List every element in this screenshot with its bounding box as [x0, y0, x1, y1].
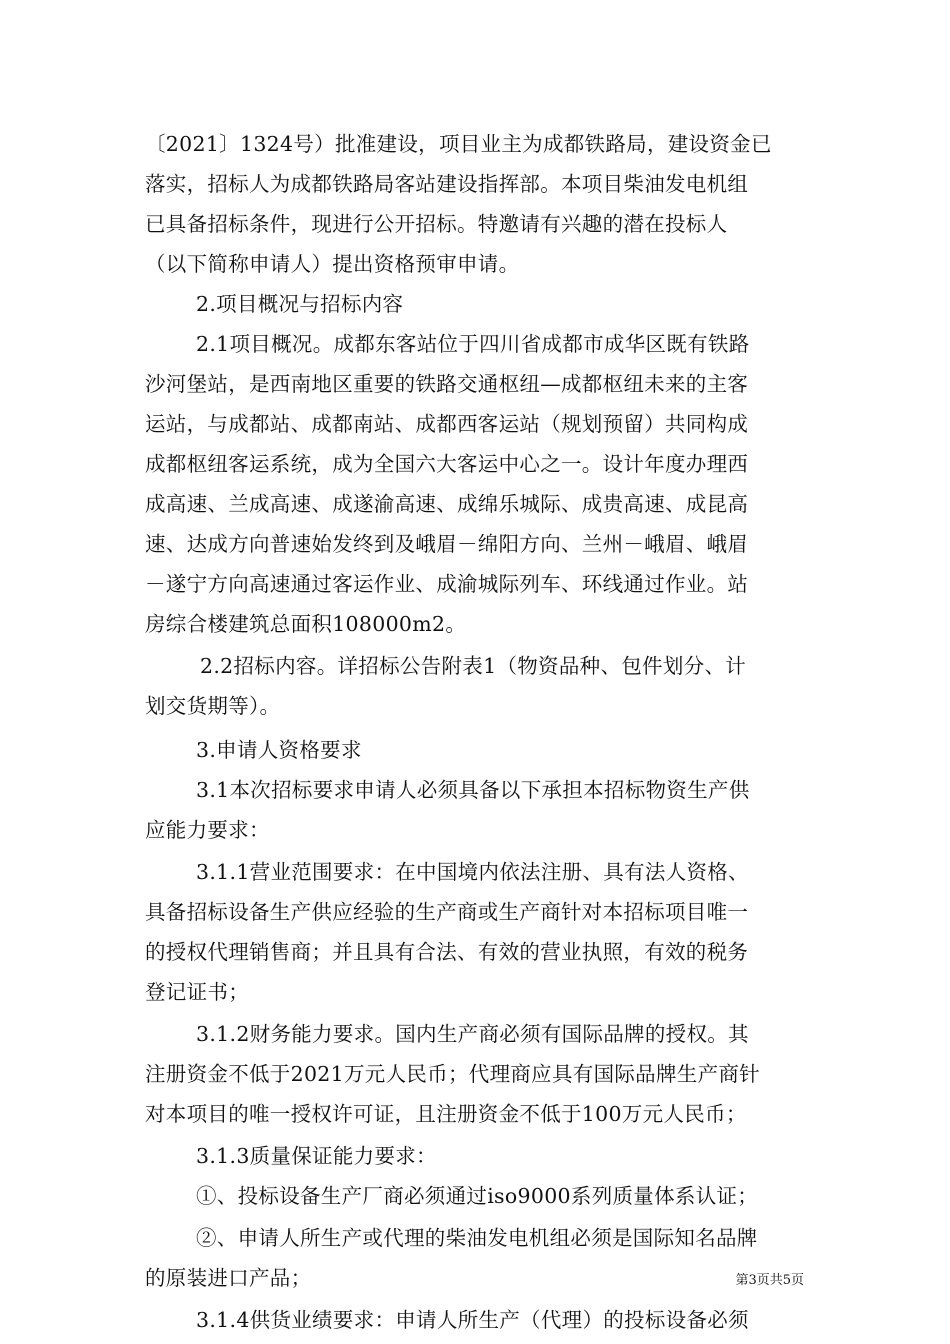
- section-heading: 2.项目概况与招标内容: [196, 292, 404, 316]
- text-line: 登记证书；: [145, 980, 249, 1004]
- text-line: 应能力要求：: [145, 818, 270, 842]
- text-line: ①、投标设备生产厂商必须通过iso9000系列质量体系认证；: [196, 1184, 759, 1208]
- text-line: 3.1.3质量保证能力要求：: [196, 1144, 437, 1168]
- text-line: 已具备招标条件，现进行公开招标。特邀请有兴趣的潜在投标人: [145, 212, 728, 236]
- text-line: 落实，招标人为成都铁路局客站建设指挥部。本项目柴油发电机组: [145, 172, 749, 196]
- text-line: 3.1.1营业范围要求：在中国境内依法注册、具有法人资格、: [196, 860, 749, 884]
- page-number: 第3页共5页: [735, 1273, 804, 1288]
- text-line: 成都枢纽客运系统，成为全国六大客运中心之一。设计年度办理西: [145, 452, 749, 476]
- text-line: －遂宁方向高速通过客运作业、成渝城际列车、环线通过作业。站: [145, 572, 749, 596]
- text-line: ②、申请人所生产或代理的柴油发电机组必须是国际知名品牌: [196, 1226, 758, 1250]
- section-heading: 3.申请人资格要求: [196, 738, 362, 762]
- text-line: 的授权代理销售商；并且具有合法、有效的营业执照，有效的税务: [145, 940, 749, 964]
- text-line: 3.1.2财务能力要求。国内生产商必须有国际品牌的授权。其: [196, 1022, 749, 1046]
- text-line: 对本项目的唯一授权许可证，且注册资金不低于100万元人民币；: [145, 1102, 747, 1126]
- text-line: 运站，与成都站、成都南站、成都西客运站（规划预留）共同构成: [145, 412, 749, 436]
- text-line: 3.1.4供货业绩要求：申请人所生产（代理）的投标设备必须: [196, 1308, 749, 1332]
- text-line: 沙河堡站，是西南地区重要的铁路交通枢纽—成都枢纽未来的主客: [145, 372, 749, 396]
- text-line: 成高速、兰成高速、成遂渝高速、成绵乐城际、成贵高速、成昆高: [145, 492, 749, 516]
- text-line: （以下简称申请人）提出资格预审申请。: [145, 252, 520, 276]
- text-line: 2.1项目概况。成都东客站位于四川省成都市成华区既有铁路: [196, 332, 750, 356]
- text-line: 速、达成方向普速始发终到及峨眉－绵阳方向、兰州－峨眉、峨眉: [145, 532, 749, 556]
- text-line: 注册资金不低于2021万元人民币；代理商应具有国际品牌生产商针: [145, 1062, 760, 1086]
- text-line: 〔2021〕1324号）批准建设，项目业主为成都铁路局，建设资金已: [145, 132, 772, 156]
- text-line: 3.1本次招标要求申请人必须具备以下承担本招标物资生产供: [196, 778, 750, 802]
- text-line: 具备招标设备生产供应经验的生产商或生产商针对本招标项目唯一: [145, 900, 749, 924]
- text-line: 2.2招标内容。详招标公告附表1（物资品种、包件划分、计: [200, 654, 747, 678]
- text-line: 划交货期等）。: [145, 694, 281, 718]
- text-line: 房综合楼建筑总面积108000m2。: [145, 612, 467, 636]
- text-line: 的原装进口产品；: [145, 1266, 312, 1290]
